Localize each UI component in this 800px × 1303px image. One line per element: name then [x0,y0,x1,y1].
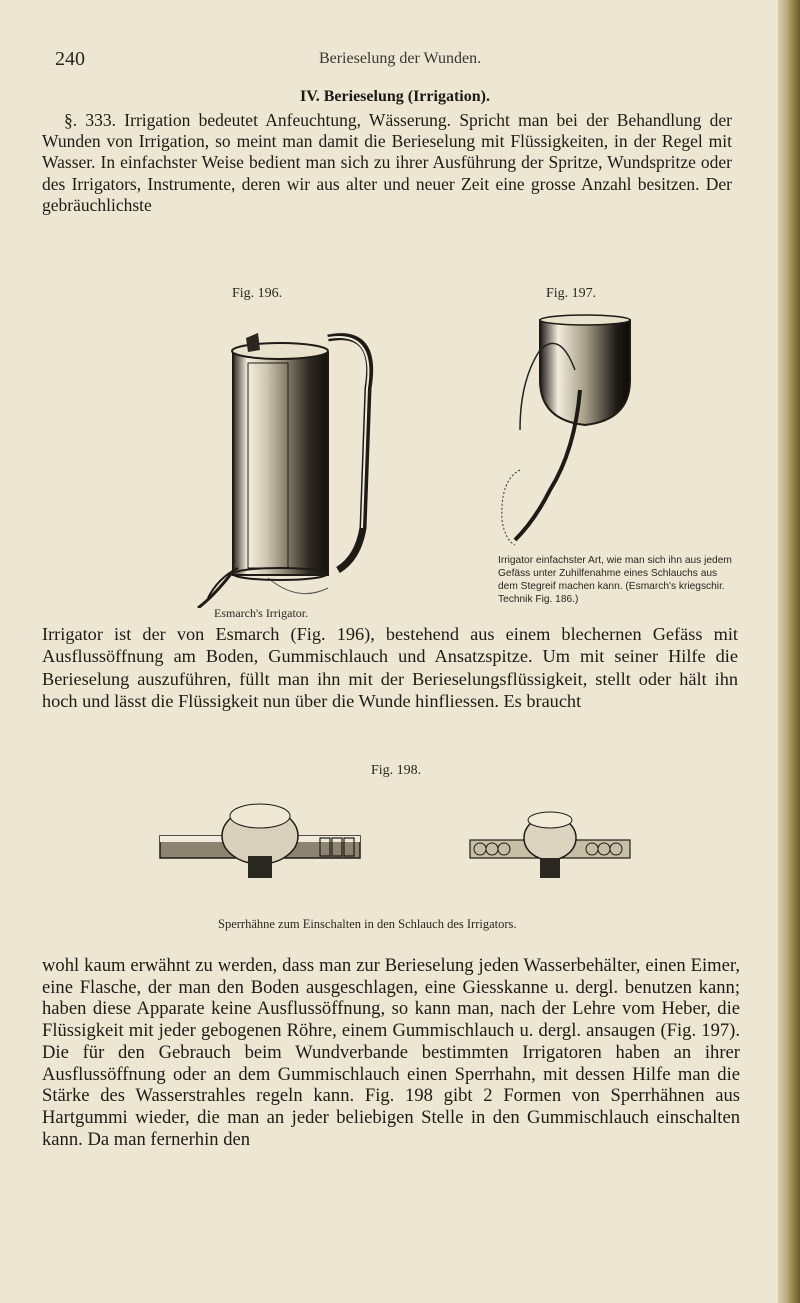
running-title: Berieselung der Wunden. [318,50,482,67]
page-edge [778,0,800,1303]
paragraph-1: §. 333. Irrigation bedeutet Anfeuchtung, Wässerung. Spricht man bei der Behandlung der Wunden von Irrigation, so meint man damit die Berieselung mit Flüssigkeiten, in der Regel mit Wasser. In einfachster Weise bedient man sich zu ihrer Ausführung der Spritze, Wundspritze oder des Irrigators, Instrumente, deren wir aus alter und neuer Zeit eine grosse Anzahl besitzen. Der gebräuchlichste [42,110,732,215]
fig197-caption: Irrigator einfachster Art, wie man sich ihn aus jedem Gefäss unter Zuhilfenahme eines Schlauchs aus dem Stegreif machen kann. (Esmarch's kriegschir. Technik Fig. 186.) [498,555,732,605]
esmarch-irrigator-drawing [188,308,408,608]
fig198-label: Fig. 198. [371,763,422,778]
simple-irrigator-drawing [480,310,680,550]
fig198-caption: Sperrhähne zum Einschalten in den Schlauch des Irrigators. [218,917,517,931]
fig196-caption: Esmarch's Irrigator. [214,606,309,620]
page-number: 240 [55,48,85,70]
stopcocks-drawing [120,786,640,906]
section-heading: IV. Berieselung (Irrigation). [300,88,490,105]
fig197-label: Fig. 197. [546,286,597,301]
paragraph-3: wohl kaum erwähnt zu werden, dass man zur Berieselung jeden Wasserbehälter, einen Eimer, eine Flasche, der man den Boden ausgeschlagen, eine Giesskanne u. dergl. benutzen kann; haben diese Apparate keine Ausflussöffnung, so kann man, nach der Lehre vom Heber, die Flüssigkeit mit jeder gebogenen Röhre, einem Gummischlauch u. dergl. ansaugen (Fig. 197). Die für den Gebrauch beim Wundverbande bestimmten Irrigatoren haben an ihrer Ausflussöffnung oder an dem Gummischlauch einen Sperrhahn, mit dessen Hilfe man die Stärke des Wasserstrahles regeln kann. Fig. 198 gibt 2 Formen von Sperrhähnen aus Hartgummi wieder, die man an jeder beliebigen Stelle in den Gummischlauch einschalten kann. Da man fernerhin den [42,955,740,1150]
running-head [0,48,800,74]
paragraph-2: Irrigator ist der von Esmarch (Fig. 196), bestehend aus einem blechernen Gefäss mit Ausflussöffnung am Boden, Gummischlauch und Ansatzspitze. Um mit seiner Hilfe die Berieselung auszuführen, füllt man ihn mit der Berieselungsflüssigkeit, stellt oder hält ihn hoch und lässt die Flüssigkeit nun über die Wunde hinfliessen. Es braucht [42,624,738,711]
fig196-label: Fig. 196. [232,286,283,301]
